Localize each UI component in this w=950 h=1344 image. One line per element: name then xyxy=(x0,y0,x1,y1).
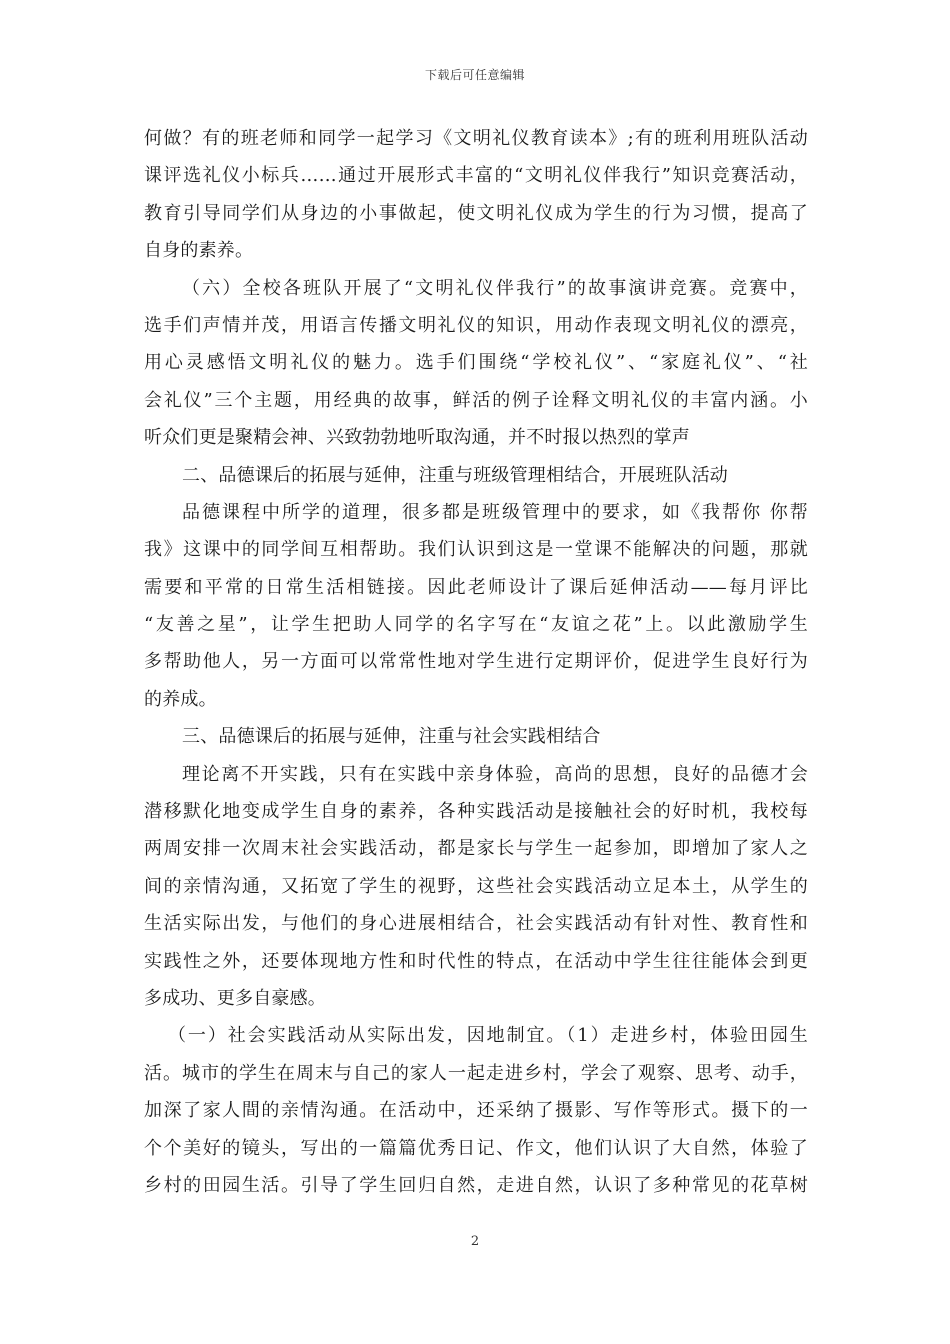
text-line: 多成功、更多自豪感。 xyxy=(144,987,326,1009)
text-line: 需要和平常的日常生活相链接。因此老师设计了课后延伸活动——每月评比 xyxy=(144,576,808,598)
text-line: 个个美好的镜头，写出的一篇篇优秀日记、作文，他们认识了大自然，体验了 xyxy=(144,1137,808,1159)
text-line: 教育引导同学们从身边的小事做起，使文明礼仪成为学生的行为习惯，提高了 xyxy=(144,202,808,224)
text-line: 品德课程中所学的道理，很多都是班级管理中的要求，如《我帮你 你帮 xyxy=(182,501,808,523)
section-heading: 三、品德课后的拓展与延伸，注重与社会实践相结合 xyxy=(182,726,601,748)
section-heading: 二、品德课后的拓展与延伸，注重与班级管理相结合，开展班队活动 xyxy=(182,464,728,486)
text-line: 两周安排一次周末社会实践活动，都是家长与学生一起参加，即增加了家人之 xyxy=(144,838,808,860)
text-line: （六）全校各班队开展了“文明礼仪伴我行”的故事演讲竞赛。竞赛中， xyxy=(182,277,808,299)
page-number: 2 xyxy=(470,1234,480,1249)
text-line: 活。城市的学生在周末与自己的家人一起走进乡村，学会了观察、思考、动手， xyxy=(144,1062,808,1084)
page-header: 下载后可任意编辑 xyxy=(424,68,525,82)
text-line: 潜移默化地变成学生自身的素养，各种实践活动是接触社会的好时机，我校每 xyxy=(144,801,808,823)
text-line: 自身的素养。 xyxy=(144,240,254,262)
text-line: 多帮助他人，另一方面可以常常性地对学生进行定期评价，促进学生良好行为 xyxy=(144,651,808,673)
text-line: “友善之星”，让学生把助人同学的名字写在“友谊之花”上。以此激励学生 xyxy=(144,614,808,636)
text-line: 乡村的田园生活。引导了学生回归自然，走进自然，认识了多种常见的花草树 xyxy=(144,1174,808,1196)
text-line: 生活实际出发，与他们的身心进展相结合，社会实践活动有针对性、教育性和 xyxy=(144,913,808,935)
text-line: 选手们声情并茂，用语言传播文明礼仪的知识，用动作表现文明礼仪的漂亮， xyxy=(144,314,808,336)
text-line: 何做？有的班老师和同学一起学习《文明礼仪教育读本》;有的班利用班队活动 xyxy=(144,128,808,149)
text-line: 的养成。 xyxy=(144,688,217,710)
text-line: 我》这课中的同学间互相帮助。我们认识到这是一堂课不能解决的问题，那就 xyxy=(144,539,808,561)
text-line: 实践性之外，还要体现地方性和时代性的特点，在活动中学生往往能体会到更 xyxy=(144,950,808,972)
document-body xyxy=(144,120,808,1204)
text-line: 会礼仪”三个主题，用经典的故事，鲜活的例子诠释文明礼仪的丰富内涵。小 xyxy=(144,389,808,411)
text-line: 课评选礼仪小标兵……通过开展形式丰富的“文明礼仪伴我行”知识竞赛活动， xyxy=(144,165,808,187)
text-line: 用心灵感悟文明礼仪的魅力。选手们围绕“学校礼仪”、“家庭礼仪”、“社 xyxy=(144,352,808,374)
text-line: 加深了家人間的亲情沟通。在活动中，还采纳了摄影、写作等形式。摄下的一 xyxy=(144,1100,808,1122)
text-line: 理论离不开实践，只有在实践中亲身体验，高尚的思想，良好的品德才会 xyxy=(182,763,808,785)
text-line: 听众们更是聚精会神、兴致勃勃地听取沟通，并不时报以热烈的掌声 xyxy=(144,427,690,449)
text-line: 间的亲情沟通，又拓宽了学生的视野，这些社会实践活动立足本土，从学生的 xyxy=(144,875,808,897)
text-line: （一）社会实践活动从实际出发，因地制宜。（1）走进乡村，体验田园生 xyxy=(168,1025,808,1047)
